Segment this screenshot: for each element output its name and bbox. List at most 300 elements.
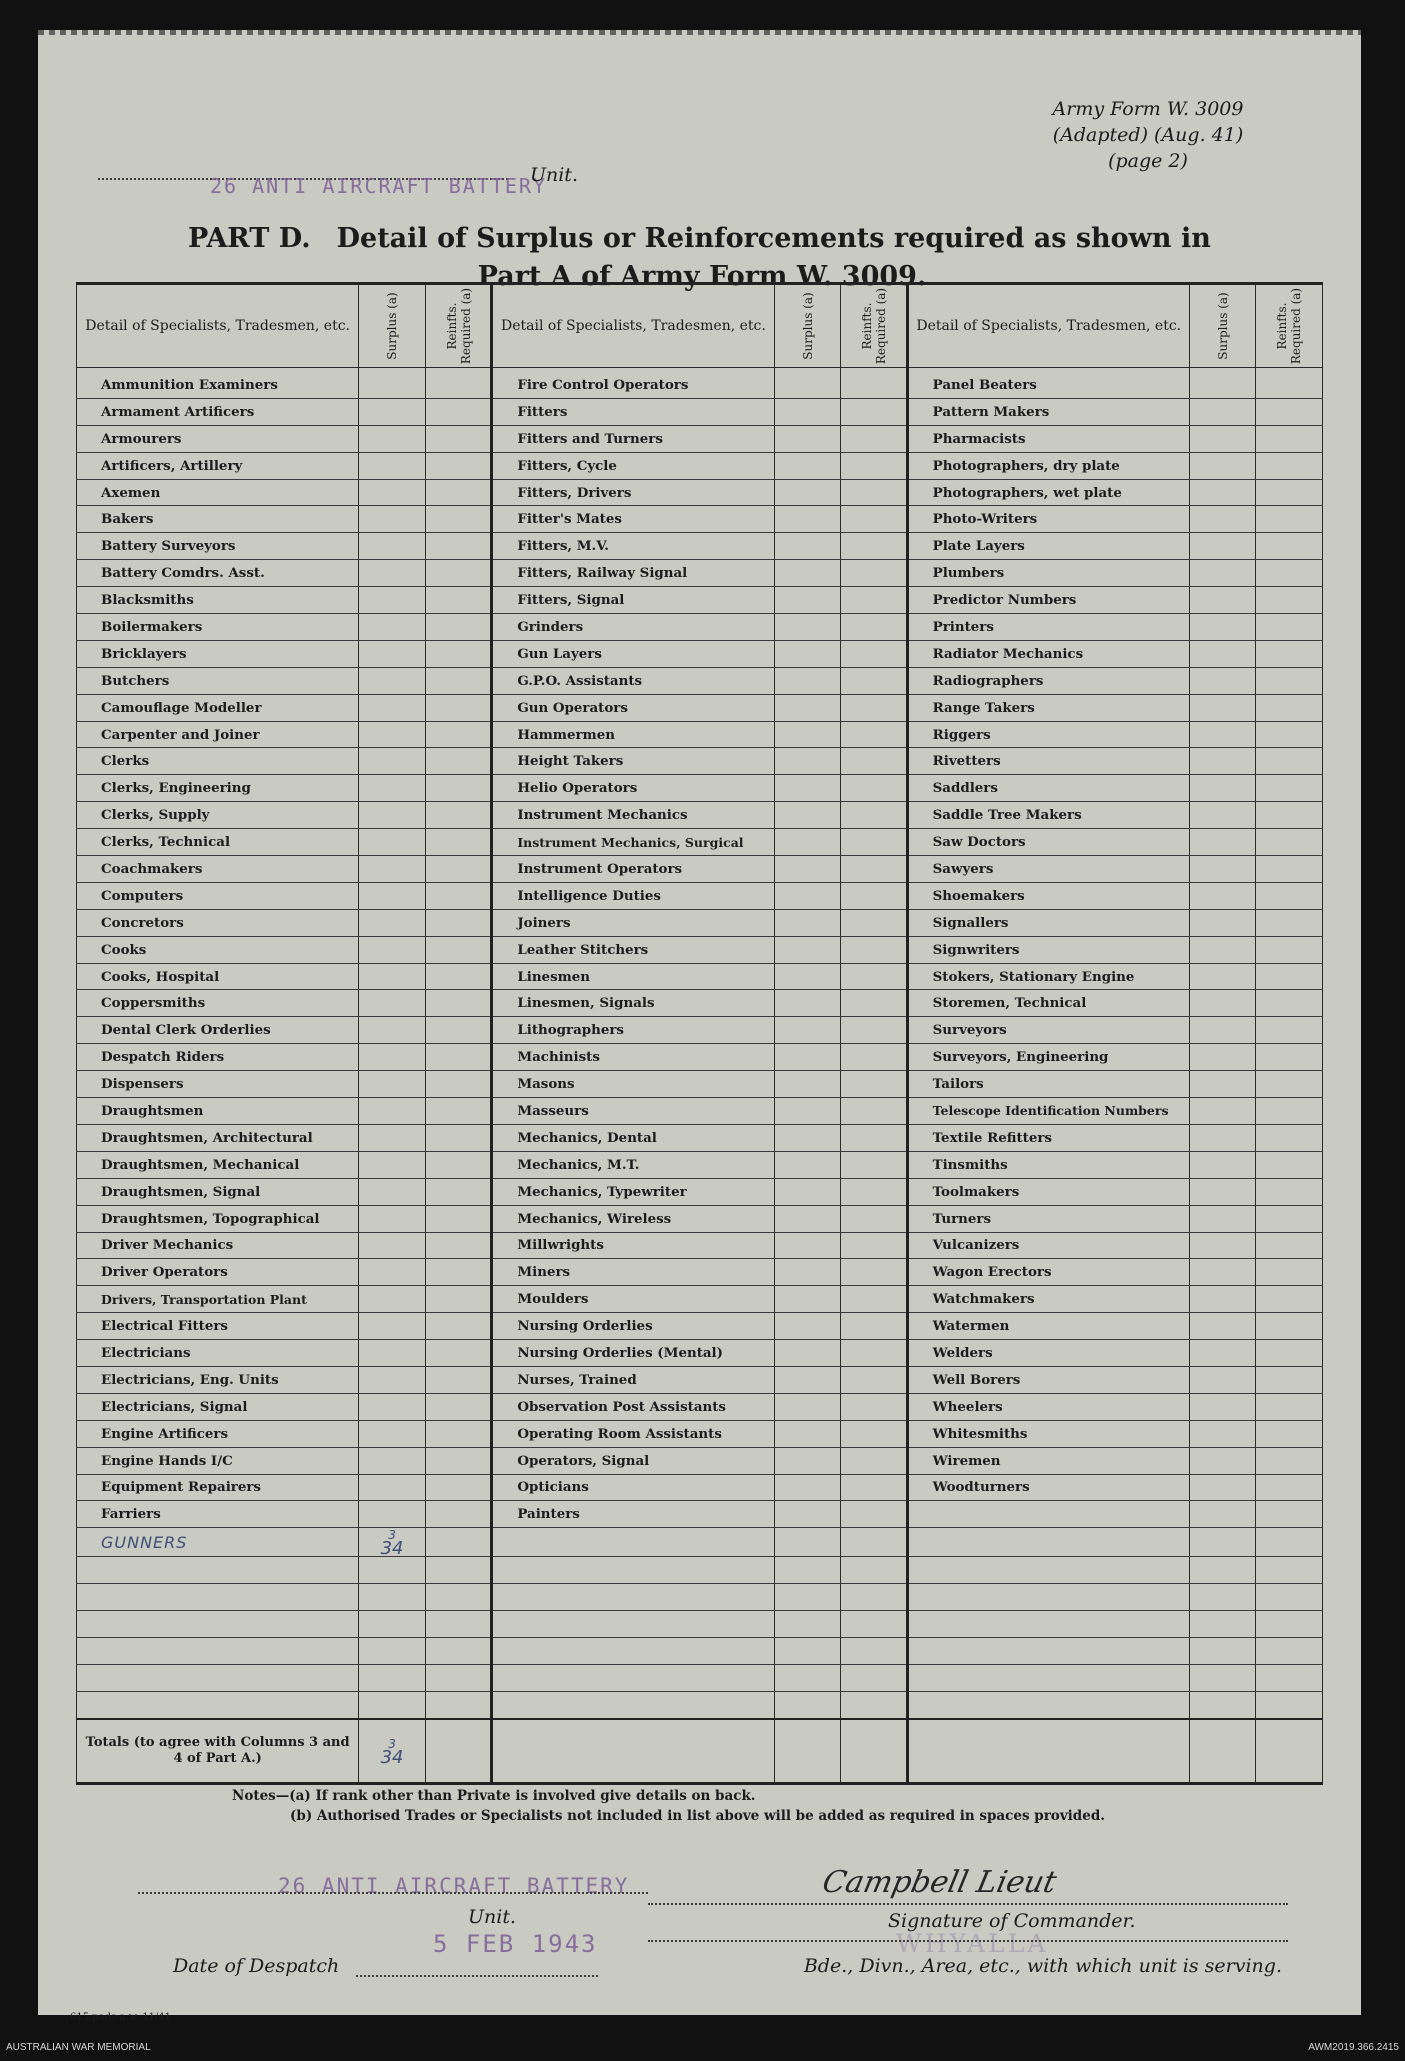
blank-cell[interactable]: [774, 1528, 841, 1557]
surplus-cell[interactable]: [774, 1259, 841, 1286]
surplus-cell[interactable]: [774, 1474, 841, 1501]
reinfts-cell[interactable]: [425, 775, 492, 802]
surplus-cell[interactable]: [774, 1044, 841, 1071]
reinfts-cell[interactable]: [425, 1044, 492, 1071]
unit-field-top[interactable]: [98, 162, 578, 198]
surplus-cell[interactable]: [1189, 640, 1256, 667]
surplus-cell[interactable]: [1189, 1447, 1256, 1474]
reinfts-cell[interactable]: [841, 909, 908, 936]
blank-cell[interactable]: [841, 1691, 908, 1718]
blank-cell[interactable]: [907, 1664, 1189, 1691]
blank-cell[interactable]: [907, 1637, 1189, 1664]
reinfts-cell[interactable]: [425, 1286, 492, 1313]
blank-cell[interactable]: [1189, 1611, 1256, 1638]
reinfts-cell[interactable]: [841, 1366, 908, 1393]
reinfts-cell[interactable]: [1256, 909, 1323, 936]
reinfts-cell[interactable]: [1256, 775, 1323, 802]
surplus-cell[interactable]: [359, 990, 426, 1017]
surplus-cell[interactable]: [1189, 1071, 1256, 1098]
surplus-cell[interactable]: [359, 1178, 426, 1205]
reinfts-cell[interactable]: [841, 560, 908, 587]
blank-cell[interactable]: [425, 1557, 492, 1584]
reinfts-cell[interactable]: [1256, 1017, 1323, 1044]
blank-cell[interactable]: [492, 1664, 774, 1691]
surplus-cell[interactable]: [1189, 587, 1256, 614]
reinfts-cell[interactable]: [841, 694, 908, 721]
surplus-cell[interactable]: [359, 368, 426, 399]
reinfts-cell[interactable]: [425, 802, 492, 829]
surplus-cell[interactable]: [774, 882, 841, 909]
surplus-cell[interactable]: [359, 909, 426, 936]
blank-cell[interactable]: [77, 1557, 359, 1584]
surplus-cell[interactable]: [1189, 1393, 1256, 1420]
surplus-cell[interactable]: [774, 775, 841, 802]
reinfts-cell[interactable]: [841, 425, 908, 452]
reinfts-cell[interactable]: [425, 748, 492, 775]
reinfts-cell[interactable]: [425, 533, 492, 560]
surplus-cell[interactable]: [359, 1366, 426, 1393]
surplus-cell[interactable]: [774, 506, 841, 533]
reinfts-cell[interactable]: [425, 587, 492, 614]
blank-cell[interactable]: [425, 1691, 492, 1718]
surplus-cell[interactable]: [1189, 1151, 1256, 1178]
reinfts-cell[interactable]: [1256, 1447, 1323, 1474]
reinfts-cell[interactable]: [425, 856, 492, 883]
surplus-cell[interactable]: [1189, 909, 1256, 936]
surplus-cell[interactable]: [1189, 1474, 1256, 1501]
blank-cell[interactable]: [77, 1611, 359, 1638]
reinfts-cell[interactable]: [841, 1098, 908, 1125]
blank-cell[interactable]: [359, 1584, 426, 1611]
blank-cell[interactable]: [841, 1637, 908, 1664]
surplus-cell[interactable]: [774, 1340, 841, 1367]
blank-cell[interactable]: [907, 1584, 1189, 1611]
surplus-cell[interactable]: [1189, 856, 1256, 883]
reinfts-cell[interactable]: [425, 829, 492, 856]
surplus-cell[interactable]: [1189, 506, 1256, 533]
reinfts-cell[interactable]: [841, 533, 908, 560]
surplus-cell[interactable]: [359, 640, 426, 667]
surplus-cell[interactable]: [359, 398, 426, 425]
surplus-cell[interactable]: [1189, 533, 1256, 560]
reinfts-cell[interactable]: [425, 936, 492, 963]
reinfts-cell[interactable]: [841, 1232, 908, 1259]
blank-cell[interactable]: [359, 1691, 426, 1718]
surplus-cell[interactable]: [1189, 398, 1256, 425]
surplus-cell[interactable]: [359, 1259, 426, 1286]
surplus-cell[interactable]: [1189, 1017, 1256, 1044]
surplus-cell[interactable]: [774, 560, 841, 587]
blank-cell[interactable]: [907, 1557, 1189, 1584]
reinfts-cell[interactable]: [841, 667, 908, 694]
blank-cell[interactable]: [425, 1637, 492, 1664]
reinfts-cell[interactable]: [1256, 882, 1323, 909]
reinfts-cell[interactable]: [425, 1151, 492, 1178]
reinfts-cell[interactable]: [1256, 1340, 1323, 1367]
reinfts-cell[interactable]: [1256, 587, 1323, 614]
blank-cell[interactable]: [359, 1611, 426, 1638]
reinfts-cell[interactable]: [841, 1151, 908, 1178]
reinfts-cell[interactable]: [425, 640, 492, 667]
surplus-cell[interactable]: [359, 1232, 426, 1259]
reinfts-cell[interactable]: [1256, 368, 1323, 399]
reinfts-cell[interactable]: [841, 775, 908, 802]
surplus-cell[interactable]: [774, 1017, 841, 1044]
reinfts-cell[interactable]: [425, 882, 492, 909]
reinfts-cell[interactable]: [425, 1340, 492, 1367]
reinfts-cell[interactable]: [1256, 694, 1323, 721]
reinfts-cell[interactable]: [425, 721, 492, 748]
reinfts-cell[interactable]: [1256, 667, 1323, 694]
surplus-cell[interactable]: [774, 990, 841, 1017]
surplus-cell[interactable]: [359, 425, 426, 452]
surplus-cell[interactable]: [359, 748, 426, 775]
surplus-cell[interactable]: [1189, 1340, 1256, 1367]
surplus-cell[interactable]: [359, 1044, 426, 1071]
reinfts-cell[interactable]: [841, 506, 908, 533]
surplus-cell[interactable]: [359, 479, 426, 506]
reinfts-cell[interactable]: [425, 425, 492, 452]
reinfts-cell[interactable]: [1256, 1286, 1323, 1313]
blank-cell[interactable]: [774, 1557, 841, 1584]
blank-cell[interactable]: [425, 1584, 492, 1611]
blank-cell[interactable]: [1256, 1557, 1323, 1584]
surplus-cell[interactable]: [1189, 479, 1256, 506]
blank-cell[interactable]: [1189, 1637, 1256, 1664]
surplus-cell[interactable]: [359, 587, 426, 614]
reinfts-cell[interactable]: [1256, 1205, 1323, 1232]
surplus-cell[interactable]: [359, 1313, 426, 1340]
reinfts-cell[interactable]: [841, 936, 908, 963]
signature-field[interactable]: [648, 1865, 1288, 1958]
blank-cell[interactable]: [774, 1584, 841, 1611]
surplus-cell[interactable]: [774, 802, 841, 829]
reinfts-cell[interactable]: [841, 368, 908, 399]
surplus-cell[interactable]: [359, 1205, 426, 1232]
reinfts-cell[interactable]: [1256, 1098, 1323, 1125]
reinfts-cell[interactable]: [841, 1259, 908, 1286]
surplus-cell[interactable]: [1189, 1205, 1256, 1232]
surplus-cell[interactable]: [359, 1474, 426, 1501]
reinfts-cell[interactable]: [841, 1393, 908, 1420]
blank-cell[interactable]: [425, 1611, 492, 1638]
surplus-cell[interactable]: [1189, 775, 1256, 802]
surplus-cell[interactable]: [1189, 1313, 1256, 1340]
blank-cell[interactable]: [492, 1691, 774, 1718]
reinfts-cell[interactable]: [425, 452, 492, 479]
reinfts-cell[interactable]: [841, 1071, 908, 1098]
reinfts-cell[interactable]: [1256, 398, 1323, 425]
reinfts-cell[interactable]: [841, 748, 908, 775]
reinfts-cell[interactable]: [1256, 1420, 1323, 1447]
bde-field[interactable]: [648, 1940, 1288, 1986]
surplus-cell[interactable]: [774, 936, 841, 963]
reinfts-cell[interactable]: [1256, 614, 1323, 641]
reinfts-cell[interactable]: [1256, 1151, 1323, 1178]
surplus-cell[interactable]: [1189, 1124, 1256, 1151]
surplus-cell[interactable]: [774, 1393, 841, 1420]
surplus-cell[interactable]: [1189, 1420, 1256, 1447]
surplus-cell[interactable]: [774, 748, 841, 775]
reinfts-cell[interactable]: [1256, 479, 1323, 506]
reinfts-cell[interactable]: [841, 1044, 908, 1071]
surplus-cell[interactable]: [1189, 936, 1256, 963]
reinfts-cell[interactable]: [425, 1366, 492, 1393]
reinfts-cell[interactable]: [841, 640, 908, 667]
reinfts-cell[interactable]: [841, 1124, 908, 1151]
blank-cell[interactable]: [1256, 1611, 1323, 1638]
surplus-cell[interactable]: [359, 1447, 426, 1474]
surplus-cell[interactable]: [774, 721, 841, 748]
surplus-cell[interactable]: [359, 882, 426, 909]
surplus-cell[interactable]: [359, 829, 426, 856]
blank-cell[interactable]: [77, 1664, 359, 1691]
blank-cell[interactable]: [774, 1611, 841, 1638]
surplus-cell[interactable]: [359, 560, 426, 587]
reinfts-cell[interactable]: [425, 1205, 492, 1232]
reinfts-cell[interactable]: [841, 963, 908, 990]
surplus-cell[interactable]: [1189, 1178, 1256, 1205]
reinfts-cell[interactable]: [841, 1017, 908, 1044]
surplus-cell[interactable]: [774, 909, 841, 936]
reinfts-cell[interactable]: [1256, 640, 1323, 667]
reinfts-cell[interactable]: [1256, 856, 1323, 883]
surplus-cell[interactable]: [1189, 990, 1256, 1017]
reinfts-cell[interactable]: [841, 452, 908, 479]
reinfts-cell[interactable]: [841, 1178, 908, 1205]
reinfts-cell[interactable]: [841, 1501, 908, 1528]
blank-cell[interactable]: [841, 1584, 908, 1611]
surplus-cell[interactable]: [359, 1340, 426, 1367]
reinfts-cell[interactable]: [1256, 1071, 1323, 1098]
reinfts-cell[interactable]: [841, 829, 908, 856]
surplus-cell[interactable]: [359, 802, 426, 829]
surplus-cell[interactable]: [774, 1313, 841, 1340]
blank-cell[interactable]: [425, 1664, 492, 1691]
handwritten-surplus[interactable]: [359, 1528, 426, 1560]
reinfts-cell[interactable]: [1256, 748, 1323, 775]
surplus-cell[interactable]: [1189, 1098, 1256, 1125]
reinfts-cell[interactable]: [1256, 1501, 1323, 1528]
blank-cell[interactable]: [907, 1611, 1189, 1638]
reinfts-cell[interactable]: [1256, 1474, 1323, 1501]
surplus-cell[interactable]: [774, 1178, 841, 1205]
surplus-cell[interactable]: [774, 368, 841, 399]
surplus-cell[interactable]: [1189, 667, 1256, 694]
surplus-cell[interactable]: [359, 533, 426, 560]
surplus-cell[interactable]: [774, 856, 841, 883]
surplus-cell[interactable]: [1189, 829, 1256, 856]
surplus-cell[interactable]: [359, 1420, 426, 1447]
unit-field-bottom[interactable]: [138, 1868, 648, 1928]
reinfts-cell[interactable]: [425, 1313, 492, 1340]
blank-cell[interactable]: [1256, 1584, 1323, 1611]
reinfts-cell[interactable]: [425, 1259, 492, 1286]
surplus-cell[interactable]: [359, 1017, 426, 1044]
reinfts-cell[interactable]: [841, 882, 908, 909]
blank-cell[interactable]: [1189, 1584, 1256, 1611]
blank-cell[interactable]: [1256, 1691, 1323, 1718]
blank-cell[interactable]: [841, 1611, 908, 1638]
surplus-cell[interactable]: [1189, 1366, 1256, 1393]
reinfts-cell[interactable]: [425, 1178, 492, 1205]
blank-cell[interactable]: [841, 1557, 908, 1584]
surplus-cell[interactable]: [1189, 694, 1256, 721]
reinfts-cell[interactable]: [425, 1017, 492, 1044]
reinfts-cell[interactable]: [425, 506, 492, 533]
surplus-cell[interactable]: [774, 829, 841, 856]
reinfts-cell[interactable]: [1256, 802, 1323, 829]
blank-cell[interactable]: [907, 1528, 1189, 1557]
surplus-cell[interactable]: [359, 1501, 426, 1528]
blank-cell[interactable]: [359, 1637, 426, 1664]
surplus-cell[interactable]: [774, 963, 841, 990]
reinfts-cell[interactable]: [1256, 936, 1323, 963]
reinfts-cell[interactable]: [841, 990, 908, 1017]
surplus-cell[interactable]: [774, 1501, 841, 1528]
surplus-cell[interactable]: [1189, 963, 1256, 990]
blank-cell[interactable]: [1189, 1528, 1256, 1557]
reinfts-cell[interactable]: [841, 1313, 908, 1340]
surplus-cell[interactable]: [359, 614, 426, 641]
surplus-cell[interactable]: [359, 1071, 426, 1098]
reinfts-cell[interactable]: [1256, 721, 1323, 748]
surplus-cell[interactable]: [774, 533, 841, 560]
reinfts-cell[interactable]: [1256, 425, 1323, 452]
surplus-cell[interactable]: [1189, 721, 1256, 748]
reinfts-cell[interactable]: [1256, 1124, 1323, 1151]
blank-cell[interactable]: [77, 1691, 359, 1718]
reinfts-cell[interactable]: [841, 1420, 908, 1447]
reinfts-cell[interactable]: [1256, 829, 1323, 856]
blank-cell[interactable]: [492, 1528, 774, 1557]
reinfts-cell[interactable]: [841, 856, 908, 883]
surplus-cell[interactable]: [774, 1232, 841, 1259]
surplus-cell[interactable]: [359, 936, 426, 963]
blank-cell[interactable]: [774, 1637, 841, 1664]
reinfts-cell[interactable]: [425, 909, 492, 936]
reinfts-cell[interactable]: [425, 1232, 492, 1259]
blank-cell[interactable]: [1189, 1691, 1256, 1718]
reinfts-cell[interactable]: [1256, 452, 1323, 479]
reinfts-cell[interactable]: [1256, 506, 1323, 533]
surplus-cell[interactable]: [774, 694, 841, 721]
reinfts-cell[interactable]: [1256, 963, 1323, 990]
surplus-cell[interactable]: [359, 694, 426, 721]
reinfts-cell[interactable]: [425, 1124, 492, 1151]
reinfts-cell[interactable]: [1256, 1393, 1323, 1420]
reinfts-cell[interactable]: [425, 667, 492, 694]
blank-cell[interactable]: [359, 1664, 426, 1691]
reinfts-cell[interactable]: [425, 1420, 492, 1447]
reinfts-cell[interactable]: [1256, 1232, 1323, 1259]
reinfts-cell[interactable]: [841, 1205, 908, 1232]
reinfts-cell[interactable]: [841, 587, 908, 614]
reinfts-cell[interactable]: [425, 614, 492, 641]
reinfts-cell[interactable]: [425, 1447, 492, 1474]
reinfts-cell[interactable]: [841, 802, 908, 829]
surplus-cell[interactable]: [774, 1124, 841, 1151]
reinfts-cell[interactable]: [425, 1071, 492, 1098]
surplus-cell[interactable]: [1189, 1286, 1256, 1313]
reinfts-cell[interactable]: [425, 398, 492, 425]
surplus-cell[interactable]: [1189, 560, 1256, 587]
despatch-date-field[interactable]: [173, 1955, 598, 1985]
reinfts-cell[interactable]: [1256, 990, 1323, 1017]
blank-cell[interactable]: [774, 1691, 841, 1718]
reinfts-cell[interactable]: [425, 1528, 492, 1557]
blank-cell[interactable]: [1256, 1528, 1323, 1557]
blank-cell[interactable]: [1256, 1637, 1323, 1664]
surplus-cell[interactable]: [359, 667, 426, 694]
surplus-cell[interactable]: [1189, 802, 1256, 829]
reinfts-cell[interactable]: [425, 368, 492, 399]
reinfts-cell[interactable]: [841, 1474, 908, 1501]
reinfts-cell[interactable]: [1256, 1178, 1323, 1205]
surplus-cell[interactable]: [1189, 1501, 1256, 1528]
surplus-cell[interactable]: [359, 1393, 426, 1420]
reinfts-cell[interactable]: [425, 963, 492, 990]
reinfts-cell[interactable]: [425, 1474, 492, 1501]
blank-cell[interactable]: [77, 1637, 359, 1664]
surplus-cell[interactable]: [774, 425, 841, 452]
surplus-cell[interactable]: [774, 1420, 841, 1447]
reinfts-cell[interactable]: [425, 1393, 492, 1420]
surplus-cell[interactable]: [1189, 882, 1256, 909]
surplus-cell[interactable]: [774, 479, 841, 506]
reinfts-cell[interactable]: [841, 398, 908, 425]
surplus-cell[interactable]: [774, 1286, 841, 1313]
surplus-cell[interactable]: [359, 1124, 426, 1151]
blank-cell[interactable]: [492, 1584, 774, 1611]
surplus-cell[interactable]: [1189, 1044, 1256, 1071]
surplus-cell[interactable]: [359, 1151, 426, 1178]
reinfts-cell[interactable]: [841, 1286, 908, 1313]
reinfts-cell[interactable]: [1256, 1366, 1323, 1393]
surplus-cell[interactable]: [359, 963, 426, 990]
surplus-cell[interactable]: [774, 667, 841, 694]
blank-cell[interactable]: [77, 1584, 359, 1611]
surplus-cell[interactable]: [774, 1447, 841, 1474]
blank-cell[interactable]: [841, 1664, 908, 1691]
reinfts-cell[interactable]: [425, 990, 492, 1017]
blank-cell[interactable]: [841, 1528, 908, 1557]
reinfts-cell[interactable]: [425, 560, 492, 587]
reinfts-cell[interactable]: [425, 1501, 492, 1528]
totals-surplus[interactable]: [359, 1719, 426, 1784]
surplus-cell[interactable]: [1189, 614, 1256, 641]
surplus-cell[interactable]: [774, 1098, 841, 1125]
reinfts-cell[interactable]: [841, 1340, 908, 1367]
surplus-cell[interactable]: [359, 506, 426, 533]
surplus-cell[interactable]: [1189, 425, 1256, 452]
reinfts-cell[interactable]: [841, 479, 908, 506]
blank-cell[interactable]: [774, 1664, 841, 1691]
surplus-cell[interactable]: [1189, 1259, 1256, 1286]
surplus-cell[interactable]: [774, 452, 841, 479]
blank-cell[interactable]: [492, 1611, 774, 1638]
surplus-cell[interactable]: [359, 452, 426, 479]
blank-cell[interactable]: [1189, 1557, 1256, 1584]
surplus-cell[interactable]: [774, 640, 841, 667]
totals-reinfts[interactable]: [425, 1719, 492, 1784]
blank-cell[interactable]: [1189, 1664, 1256, 1691]
surplus-cell[interactable]: [359, 1286, 426, 1313]
reinfts-cell[interactable]: [1256, 1313, 1323, 1340]
surplus-cell[interactable]: [1189, 748, 1256, 775]
reinfts-cell[interactable]: [841, 1447, 908, 1474]
surplus-cell[interactable]: [1189, 452, 1256, 479]
